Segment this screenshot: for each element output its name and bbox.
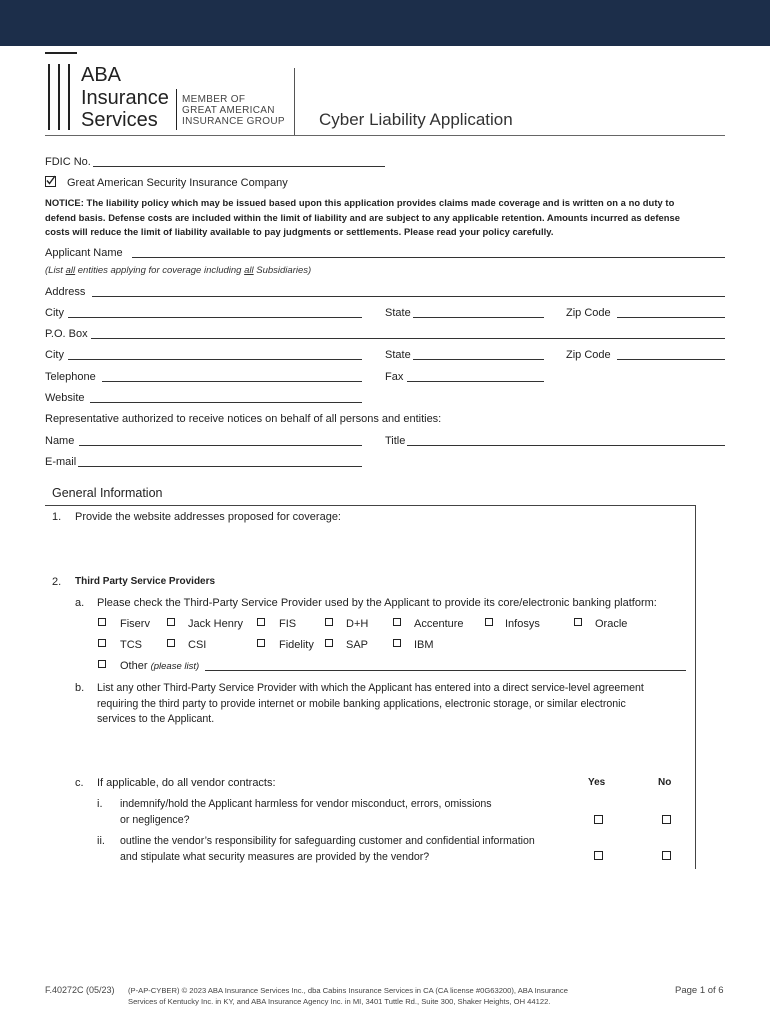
footer-legal-line-1: (P-AP-CYBER) © 2023 ABA Insurance Services Inc., dba Cabins Insurance Services in CA (CA license #0G63200), ABA Insurance bbox=[128, 986, 568, 995]
provider-checkbox[interactable] bbox=[257, 618, 265, 626]
zip-input[interactable] bbox=[617, 317, 725, 318]
representative-note: Representative authorized to receive notices on behalf of all persons and entities: bbox=[45, 413, 442, 425]
yes-header: Yes bbox=[588, 777, 606, 788]
zip-input-2[interactable] bbox=[617, 359, 725, 360]
fax-input[interactable] bbox=[407, 381, 544, 382]
checkmark-icon bbox=[45, 175, 56, 186]
provider-checkbox[interactable] bbox=[167, 618, 175, 626]
page-title: Cyber Liability Application bbox=[319, 110, 513, 129]
footer-legal-line-2: Services of Kentucky Inc. in KY, and ABA Insurance Agency Inc. in MI, 3401 Tuttle Rd., Suite 300, Shaker Heights, OH 44122. bbox=[128, 997, 551, 1006]
address-label: Address bbox=[45, 286, 86, 298]
other-text: Other bbox=[120, 660, 148, 672]
notice-line-2: defend basis. Defense costs are included within the limit of liability and are subject to any applicable retention. Amounts incurred as defense bbox=[45, 211, 681, 223]
q2c-i-no-checkbox[interactable] bbox=[662, 815, 671, 824]
website-label: Website bbox=[45, 392, 85, 404]
address-input[interactable] bbox=[92, 296, 725, 297]
note-part: (List bbox=[45, 265, 66, 276]
q2c-ii-line-2: and stipulate what security measures are provided by the vendor? bbox=[120, 850, 430, 863]
applicant-name-input[interactable] bbox=[132, 257, 725, 258]
notice-label: NOTICE: bbox=[45, 197, 84, 208]
note-part: Subsidiaries) bbox=[253, 265, 312, 276]
header-vertical-rule bbox=[294, 68, 295, 135]
q2-title: Third Party Service Providers bbox=[75, 576, 216, 587]
top-banner bbox=[0, 0, 770, 46]
city-label-2: City bbox=[45, 349, 64, 361]
q2c-i-yes-checkbox[interactable] bbox=[594, 815, 603, 824]
provider-jack-henry: Jack Henry bbox=[188, 618, 244, 630]
provider-ibm: IBM bbox=[414, 639, 434, 651]
q2c-letter: c. bbox=[75, 777, 84, 789]
other-note: (please list) bbox=[150, 661, 200, 672]
provider-other-input[interactable] bbox=[205, 670, 686, 671]
note-all: all bbox=[65, 265, 76, 276]
applicant-name-label: Applicant Name bbox=[45, 247, 123, 259]
provider-accenture: Accenture bbox=[414, 618, 464, 630]
q2b-line-3: services to the Applicant. bbox=[97, 713, 215, 725]
general-heading: General Information bbox=[52, 486, 163, 500]
provider-infosys: Infosys bbox=[505, 618, 540, 630]
po-box-input[interactable] bbox=[91, 338, 725, 339]
logo bbox=[45, 52, 295, 132]
provider-other-label bbox=[120, 660, 199, 673]
provider-fidelity: Fidelity bbox=[279, 639, 314, 651]
city-input-2[interactable] bbox=[68, 359, 362, 360]
notice-line-1: The liability policy which may be issued based upon this application provides claims made coverage and is written on a no duty to bbox=[86, 197, 675, 208]
q2a-letter: a. bbox=[75, 597, 85, 609]
fdic-label: FDIC No. bbox=[45, 156, 91, 168]
q2c-ii-number: ii. bbox=[97, 835, 105, 847]
rep-name-input[interactable] bbox=[79, 445, 362, 446]
email-input[interactable] bbox=[78, 466, 362, 467]
notice-text bbox=[45, 196, 717, 240]
company-checkbox[interactable] bbox=[45, 176, 56, 187]
q2b-text bbox=[97, 681, 644, 728]
rep-title-label: Title bbox=[385, 435, 406, 447]
footer-legal bbox=[128, 985, 568, 1007]
general-rule bbox=[45, 505, 696, 506]
q2a-text: Please check the Third-Party Service Provider used by the Applicant to provide its core/electronic banking platform: bbox=[97, 597, 657, 609]
state-input-2[interactable] bbox=[413, 359, 544, 360]
applicant-note bbox=[45, 265, 311, 277]
state-input[interactable] bbox=[413, 317, 544, 318]
provider-csi: CSI bbox=[188, 639, 207, 651]
logo-text-insurance: Insurance bbox=[81, 87, 169, 109]
provider-sap: SAP bbox=[346, 639, 369, 651]
logo-stripe bbox=[48, 64, 50, 130]
fax-label: Fax bbox=[385, 371, 404, 383]
provider-checkbox[interactable] bbox=[325, 618, 333, 626]
header-rule bbox=[45, 135, 725, 136]
q2c-ii-text bbox=[120, 834, 535, 865]
provider-checkbox[interactable] bbox=[98, 618, 106, 626]
po-box-label: P.O. Box bbox=[45, 328, 88, 340]
provider-fiserv: Fiserv bbox=[120, 618, 150, 630]
provider-other-checkbox[interactable] bbox=[98, 660, 106, 668]
q2-number: 2. bbox=[52, 576, 62, 588]
provider-checkbox[interactable] bbox=[257, 639, 265, 647]
q1-number: 1. bbox=[52, 511, 62, 523]
rep-name-label: Name bbox=[45, 435, 75, 447]
q2c-i-number: i. bbox=[97, 798, 103, 810]
no-header: No bbox=[658, 777, 672, 788]
website-input[interactable] bbox=[90, 402, 362, 403]
provider-checkbox[interactable] bbox=[325, 639, 333, 647]
q2c-i-line-2: or negligence? bbox=[120, 813, 190, 826]
q2b-line-2: requiring the third party to provide internet or mobile banking applications, electronic storage, or similar electronic bbox=[97, 697, 626, 710]
note-all: all bbox=[244, 265, 254, 276]
logo-top-bar bbox=[45, 52, 77, 54]
q2c-ii-no-checkbox[interactable] bbox=[662, 851, 671, 860]
zip-label-2: Zip Code bbox=[566, 349, 611, 361]
q2b-line-1: List any other Third-Party Service Provider with which the Applicant has entered into a direct service-level agreement bbox=[97, 682, 644, 694]
general-right-border bbox=[695, 505, 696, 869]
q2b-letter: b. bbox=[75, 682, 85, 694]
email-label: E-mail bbox=[45, 456, 77, 468]
provider-checkbox[interactable] bbox=[393, 618, 401, 626]
rep-title-input[interactable] bbox=[407, 445, 725, 446]
provider-checkbox[interactable] bbox=[485, 618, 493, 626]
telephone-label: Telephone bbox=[45, 371, 96, 383]
company-label: Great American Security Insurance Company bbox=[67, 177, 288, 189]
q2c-i-text bbox=[120, 797, 492, 828]
city-input[interactable] bbox=[68, 317, 362, 318]
fdic-input[interactable] bbox=[93, 166, 385, 167]
logo-stripe bbox=[68, 64, 70, 130]
q2c-i-line-1: indemnify/hold the Applicant harmless for vendor misconduct, errors, omissions bbox=[120, 798, 492, 810]
note-part: entities applying for coverage including bbox=[75, 265, 245, 276]
member-line-2: GREAT AMERICAN bbox=[182, 105, 275, 116]
logo-stripe bbox=[58, 64, 60, 130]
provider-checkbox[interactable] bbox=[98, 639, 106, 647]
state-label: State bbox=[385, 307, 411, 319]
provider-checkbox[interactable] bbox=[393, 639, 401, 647]
notice-line-3: costs will reduce the limit of liability available to pay judgments or settlements. Please read your policy carefully. bbox=[45, 226, 554, 237]
logo-text-aba: ABA bbox=[81, 64, 122, 86]
provider-fis: FIS bbox=[279, 618, 297, 630]
state-label-2: State bbox=[385, 349, 411, 361]
provider-tcs: TCS bbox=[120, 639, 142, 651]
logo-text-services: Services bbox=[81, 109, 158, 131]
provider-dh: D+H bbox=[346, 618, 369, 630]
logo-divider bbox=[176, 89, 177, 130]
q2c-ii-line-1: outline the vendor’s responsibility for safeguarding customer and confidential information bbox=[120, 835, 535, 847]
member-line-1: MEMBER OF bbox=[182, 94, 246, 105]
q1-text: Provide the website addresses proposed for coverage: bbox=[75, 511, 341, 523]
q2c-ii-yes-checkbox[interactable] bbox=[594, 851, 603, 860]
provider-checkbox[interactable] bbox=[574, 618, 582, 626]
zip-label: Zip Code bbox=[566, 307, 611, 319]
provider-checkbox[interactable] bbox=[167, 639, 175, 647]
telephone-input[interactable] bbox=[102, 381, 362, 382]
q2c-text: If applicable, do all vendor contracts: bbox=[97, 777, 276, 789]
footer-form-number: F.40272C (05/23) bbox=[45, 985, 115, 995]
provider-oracle: Oracle bbox=[595, 618, 628, 630]
city-label: City bbox=[45, 307, 64, 319]
footer-page-number: Page 1 of 6 bbox=[675, 985, 724, 996]
member-line-3: INSURANCE GROUP bbox=[182, 116, 285, 127]
